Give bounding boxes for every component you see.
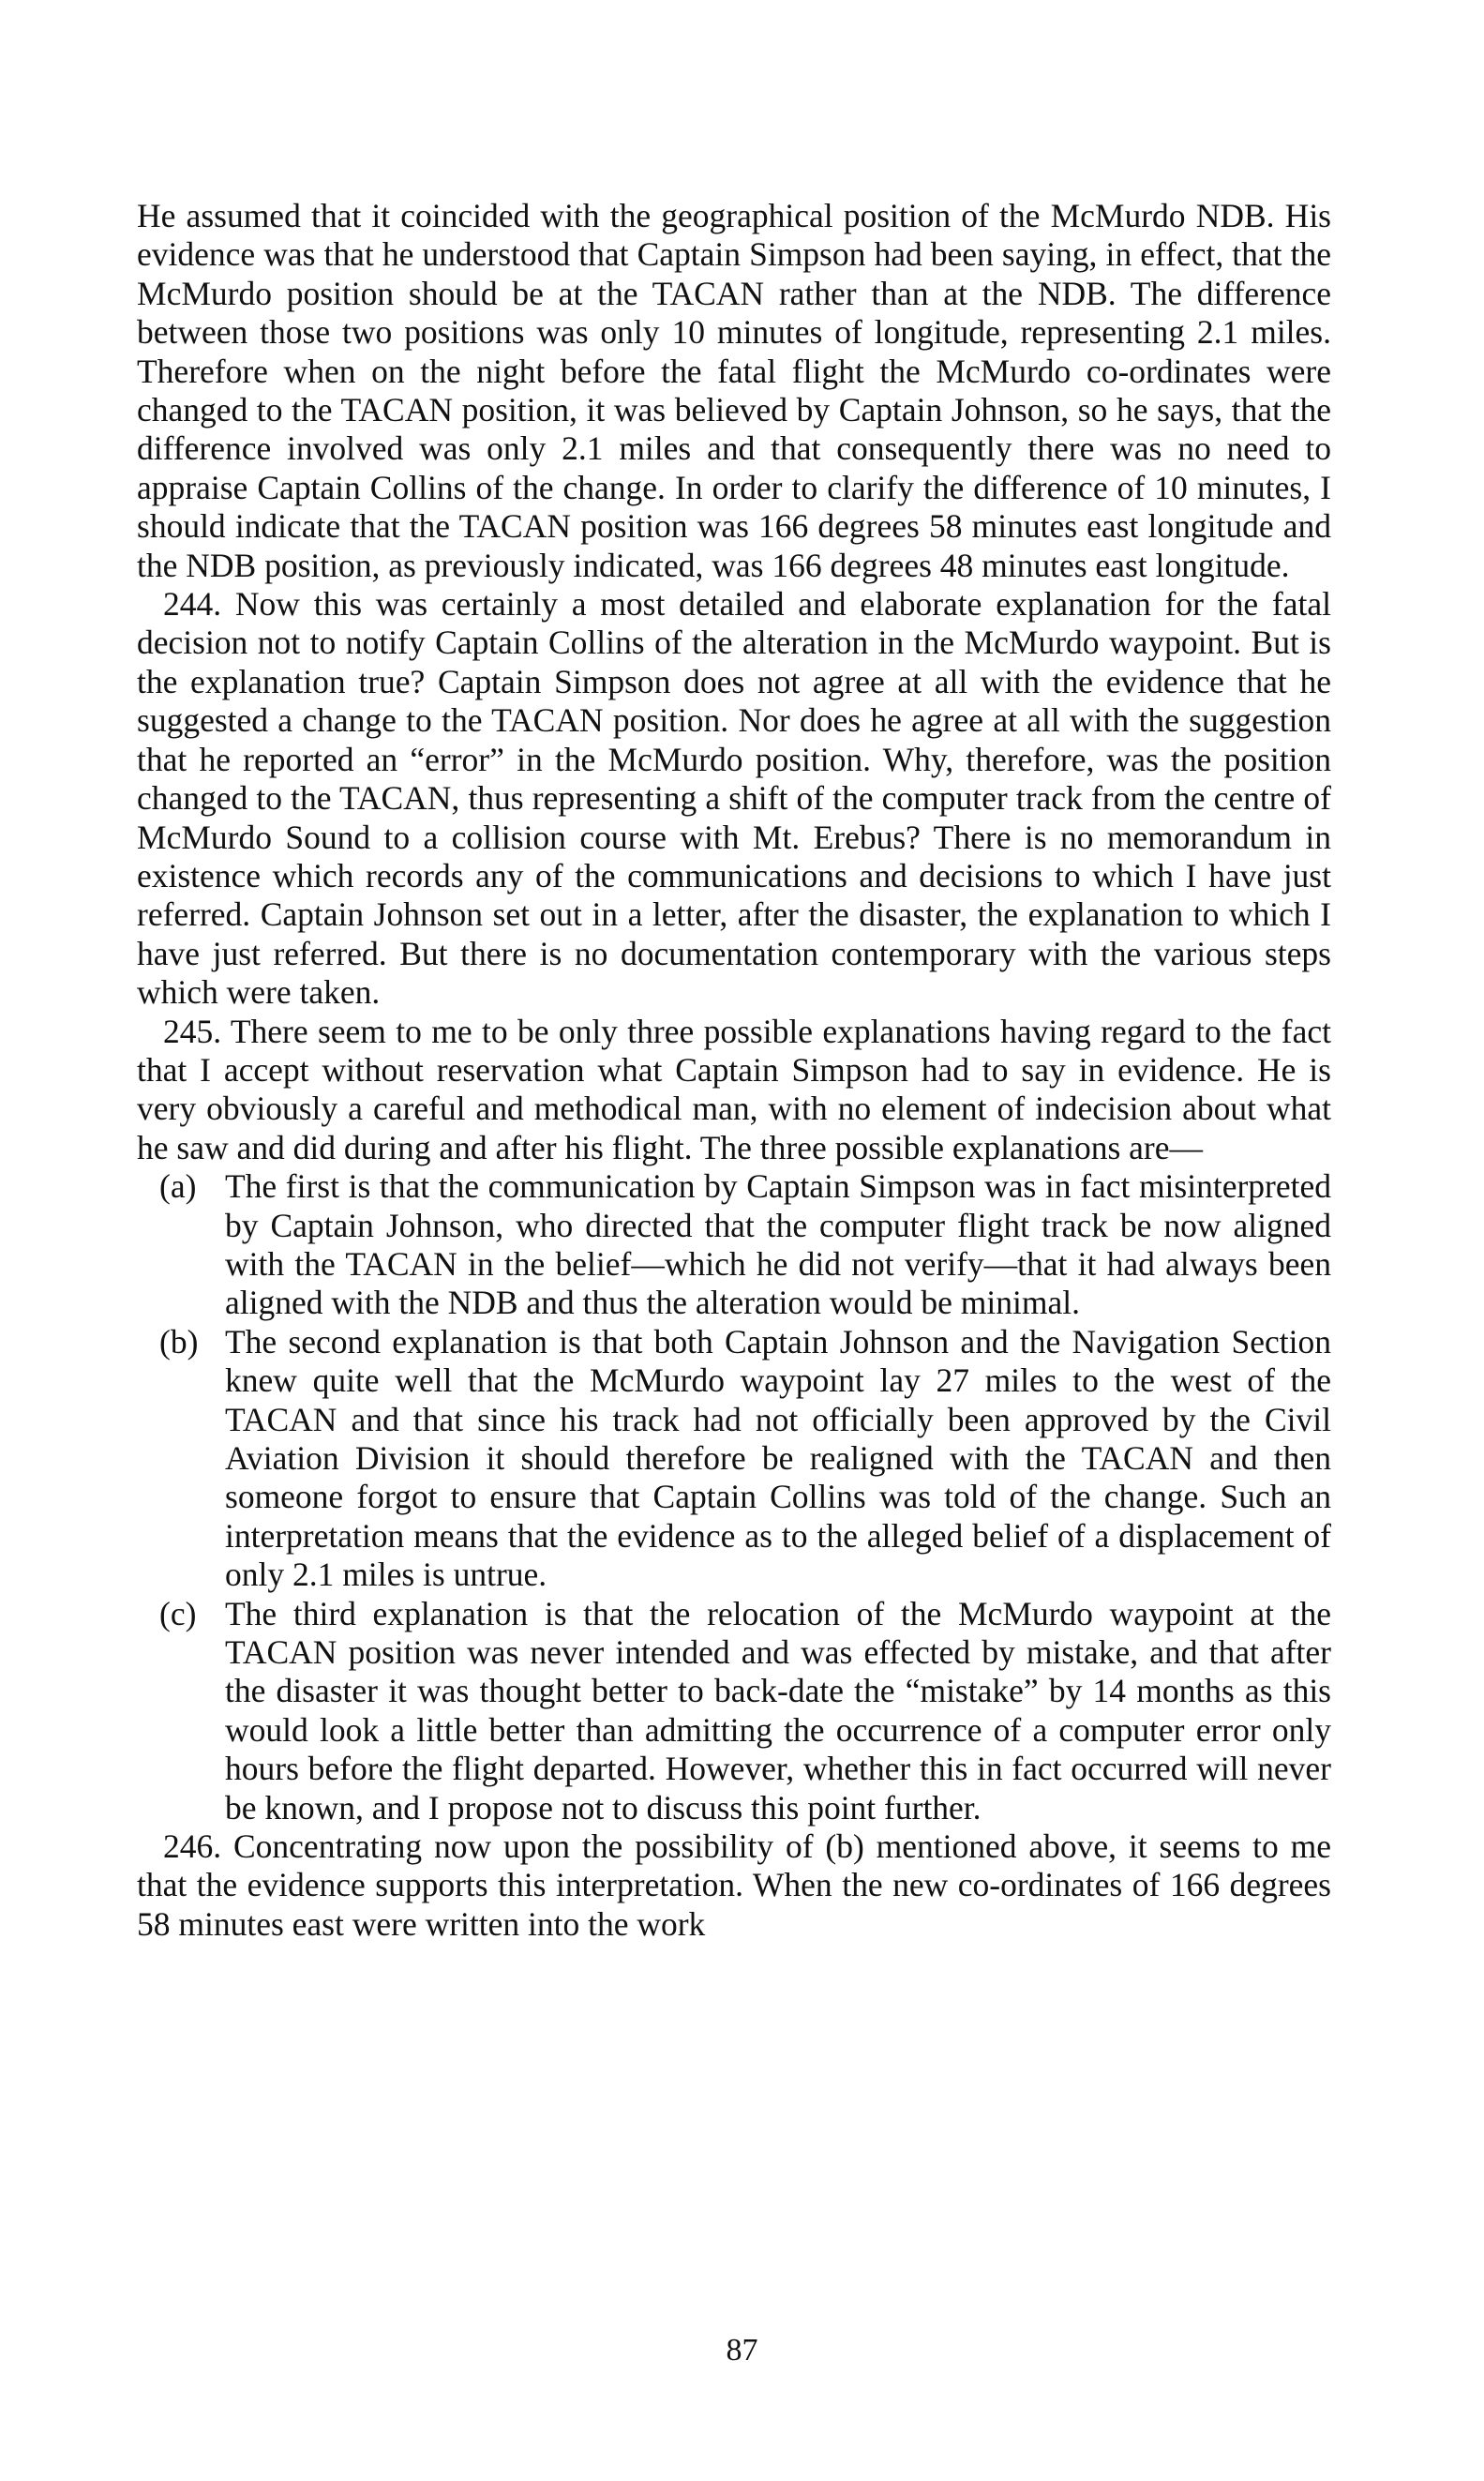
- paragraph-245: 245. There seem to me to be only three possible explanations having regard to the fact that I accept without reservation what Captain Simpson had to say in evidence. He is very obviously a careful and methodical man, with no element of indecision about what he saw and did during and after his flight. The three possible explanations are—: [137, 1012, 1331, 1166]
- paragraph-244: 244. Now this was certainly a most detailed and elaborate explanation for the fatal decision not to notify Captain Collins of the alteration in the McMurdo waypoint. But is the explanation true? Captain Simpson does not agree at all with the evidence that he suggested a change to the TACAN position. Nor does he agree at all with the suggestion that he reported an “error” in the McMurdo position. Why, therefore, was the position changed to the TACAN, thus representing a shift of the computer track from the centre of McMurdo Sound to a collision course with Mt. Erebus? There is no memorandum in existence which records any of the communications and decisions to which I have just referred. Captain Johnson set out in a letter, after the disaster, the explanation to which I have just referred. But there is no documentation contemporary with the various steps which were taken.: [137, 585, 1331, 1012]
- page-number: 87: [726, 2333, 758, 2368]
- body-text: [137, 197, 1331, 1944]
- list-item: [137, 1323, 1331, 1595]
- paragraph-246: 246. Concentrating now upon the possibility of (b) mentioned above, it seems to me that the evidence supports this interpretation. When the new co-ordinates of 166 degrees 58 minutes east were written into the work: [137, 1827, 1331, 1943]
- explanations-list: [137, 1167, 1331, 1827]
- list-marker: (a): [159, 1167, 197, 1206]
- list-marker: (c): [159, 1594, 197, 1632]
- paragraph-243-continued: He assumed that it coincided with the geographical position of the McMurdo NDB. His evidence was that he understood that Captain Simpson had been saying, in effect, that the McMurdo position should be at the TACAN rather than at the NDB. The difference between those two positions was only 10 minutes of longitude, representing 2.1 miles. Therefore when on the night before the fatal flight the McMurdo co-ordinates were changed to the TACAN position, it was believed by Captain Johnson, so he says, that the difference involved was only 2.1 miles and that consequently there was no need to appraise Captain Collins of the change. In order to clarify the difference of 10 minutes, I should indicate that the TACAN position was 166 degrees 58 minutes east longitude and the NDB position, as previously indicated, was 166 degrees 48 minutes east longitude.: [137, 197, 1331, 584]
- list-item-text: The second explanation is that both Captain Johnson and the Navigation Section knew quite well that the McMurdo waypoint lay 27 miles to the west of the TACAN and that since his track had not officially been approved by the Civil Aviation Division it should therefore be realigned with the TACAN and then someone forgot to ensure that Captain Collins was told of the change. Such an interpretation means that the evidence as to the alleged belief of a displacement of only 2.1 miles is untrue.: [225, 1322, 1331, 1594]
- list-item: [137, 1595, 1331, 1827]
- list-item-text: The first is that the communication by Captain Simpson was in fact misinterpreted by Captain Johnson, who directed that the computer flight track be now aligned with the TACAN in the belief—which he did not verify—that it had always been aligned with the NDB and thus the alteration would be minimal.: [225, 1167, 1331, 1322]
- list-item: [137, 1167, 1331, 1323]
- list-marker: (b): [159, 1322, 199, 1361]
- list-item-text: The third explanation is that the relocation of the McMurdo waypoint at the TACAN position was never intended and was effected by mistake, and that after the disaster it was thought better to back-date the “mistake” by 14 months as this would look a little better than admitting the occurrence of a computer error only hours before the flight departed. However, whether this in fact occurred will never be known, and I propose not to discuss this point further.: [225, 1594, 1331, 1827]
